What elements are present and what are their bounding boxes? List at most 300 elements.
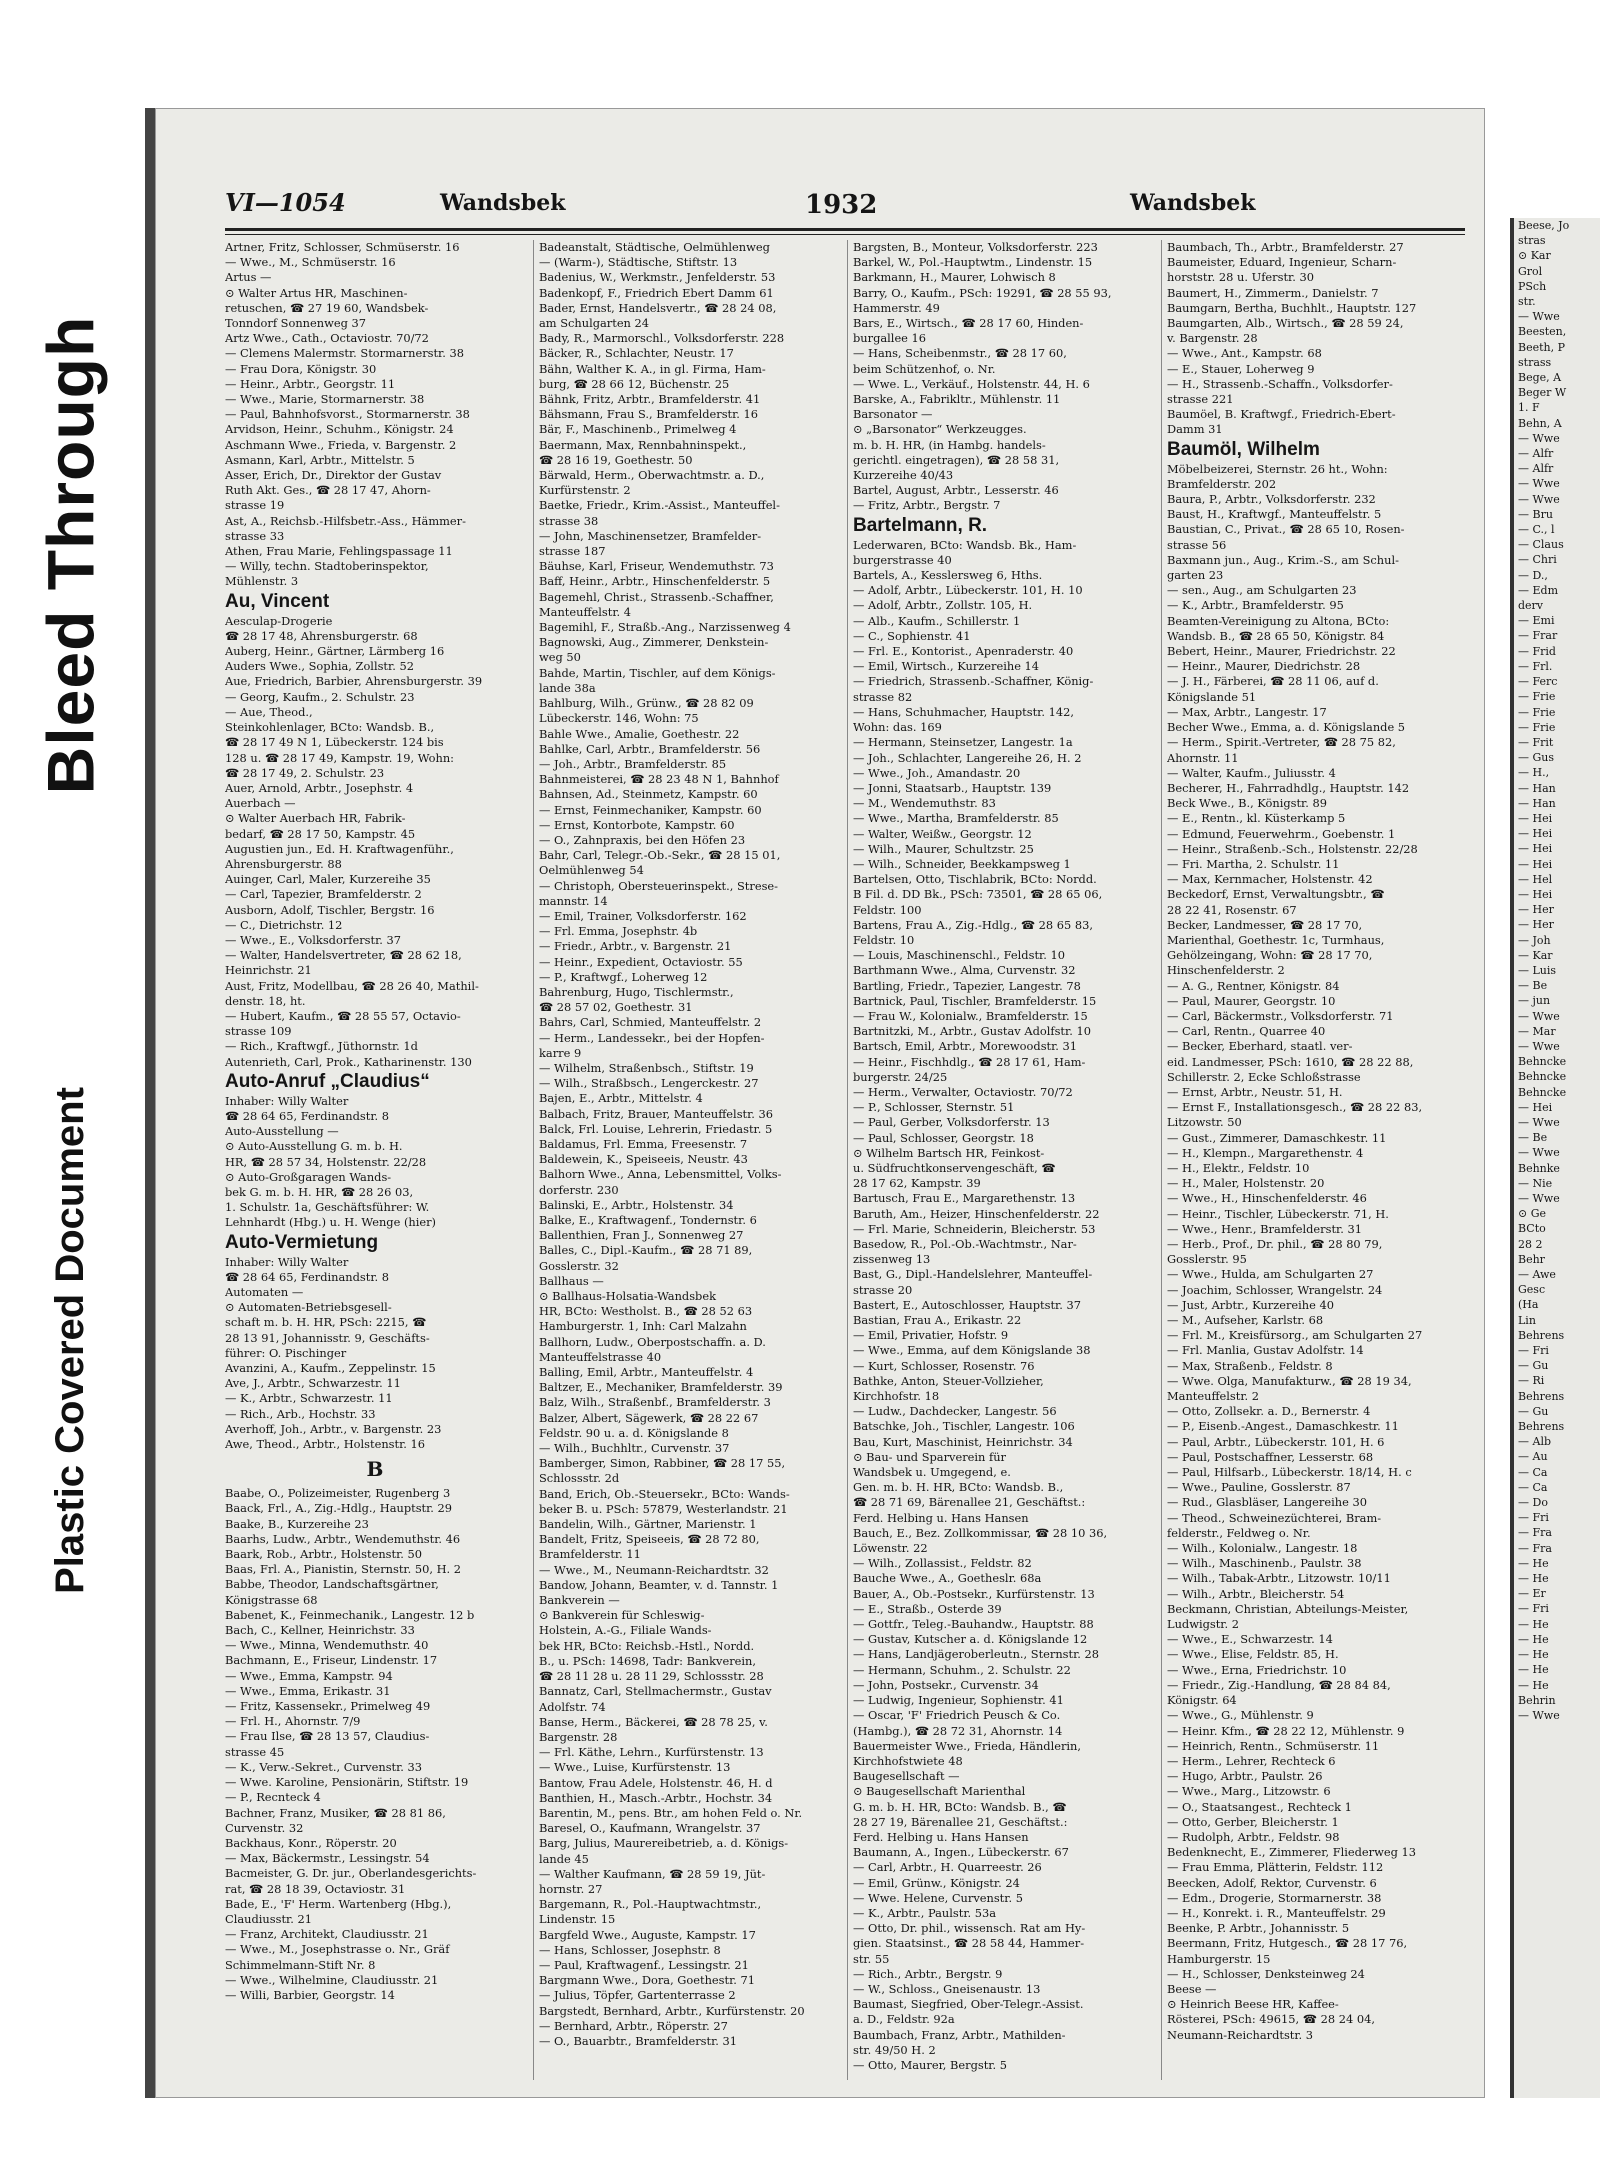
- directory-entry: Baumgarn, Bertha, Buchhlt., Hauptstr. 127: [1167, 300, 1417, 315]
- directory-entry: Manteuffelstr. 2: [1167, 1389, 1260, 1404]
- directory-entry: Barthmann Wwe., Alma, Curvenstr. 32: [853, 963, 1076, 978]
- directory-entry: burgallee 16: [853, 331, 927, 346]
- directory-entry: — Hans, Schuhmacher, Hauptstr. 142,: [853, 704, 1074, 719]
- directory-entry: beker B. u. PSch: 57879, Westerlandstr. 21: [539, 1501, 788, 1516]
- right-page-fragment: — Hei: [1518, 827, 1553, 841]
- directory-entry: Awe, Theod., Arbtr., Holstenstr. 16: [225, 1437, 426, 1452]
- directory-entry: ☎ 28 64 65, Ferdinandstr. 8: [225, 1108, 390, 1123]
- directory-entry: — Herm., Landessekr., bei der Hopfen-: [539, 1030, 765, 1045]
- directory-entry: Gosslerstr. 32: [539, 1258, 619, 1273]
- directory-entry: — Gustav, Kutscher a. d. Königslande 12: [853, 1632, 1088, 1647]
- right-page-fragment: — H.,: [1518, 766, 1550, 780]
- directory-entry: Balbach, Fritz, Brauer, Manteuffelstr. 36: [539, 1106, 774, 1121]
- directory-entry: Balling, Emil, Arbtr., Manteuffelstr. 4: [539, 1365, 754, 1380]
- section-letter: B: [366, 1457, 384, 1482]
- directory-entry: bedarf, ☎ 28 17 50, Kampstr. 45: [225, 826, 416, 841]
- directory-entry: — Max, Straßenb., Feldstr. 8: [1167, 1358, 1333, 1373]
- right-page-fragment: str.: [1518, 295, 1536, 309]
- right-page-fragment: Behn, A: [1518, 416, 1562, 430]
- directory-entry: Bäcker, R., Schlachter, Neustr. 17: [539, 346, 734, 361]
- column-divider: [847, 240, 848, 2080]
- directory-entry: — P., Eisenb.-Angest., Damaschkestr. 11: [1167, 1419, 1399, 1434]
- directory-entry: Baldamus, Frl. Emma, Freesenstr. 7: [539, 1136, 748, 1151]
- right-page-fragment: — Fri: [1518, 1602, 1549, 1616]
- directory-entry: strasse 82: [853, 689, 913, 704]
- directory-entry: ☎ 28 17 49, 2. Schulstr. 23: [225, 765, 385, 780]
- directory-entry: Wandsb. B., ☎ 28 65 50, Königstr. 84: [1167, 628, 1385, 643]
- directory-entry: — Ludw., Dachdecker, Langestr. 56: [853, 1404, 1057, 1419]
- directory-entry: — M., Aufseher, Karlstr. 68: [1167, 1313, 1324, 1328]
- directory-entry: — Bernhard, Arbtr., Röperstr. 27: [539, 2018, 728, 2033]
- directory-entry: — Joachim, Schlosser, Wrangelstr. 24: [1167, 1282, 1383, 1297]
- right-page-fragment: — Hei: [1518, 1100, 1553, 1114]
- directory-entry: — Otto, Maurer, Bergstr. 5: [853, 2057, 1007, 2072]
- header-rule-thin: [225, 234, 1465, 235]
- directory-entry: — Wwe., H., Hinschenfelderstr. 46: [1167, 1191, 1367, 1206]
- directory-entry: Balck, Frl. Louise, Lehrerin, Friedastr. 5: [539, 1121, 773, 1136]
- directory-entry: — Wwe., Henr., Bramfelderstr. 31: [1167, 1221, 1362, 1236]
- header-year: 1932: [805, 190, 878, 220]
- directory-entry: ⊙ Auto-Ausstellung G. m. b. H.: [225, 1139, 403, 1154]
- directory-entry: Bahlburg, Wilh., Grünw., ☎ 28 82 09: [539, 696, 754, 711]
- directory-entry: strasse 221: [1167, 392, 1234, 407]
- directory-entry: — Wilh., Arbtr., Bleicherstr. 54: [1167, 1586, 1345, 1601]
- directory-entry: Kirchhofstr. 18: [853, 1389, 940, 1404]
- directory-entry: Baura, P., Arbtr., Volksdorferstr. 232: [1167, 492, 1376, 507]
- directory-entry: Babenet, K., Feinmechanik., Langestr. 12 b: [225, 1607, 475, 1622]
- directory-entry: — Adolf, Arbtr., Zollstr. 105, H.: [853, 598, 1033, 613]
- directory-entry: Bauer, A., Ob.-Postsekr., Kurfürstenstr. 13: [853, 1586, 1095, 1601]
- directory-entry: — Wilh., Schneider, Beekkampsweg 1: [853, 856, 1071, 871]
- directory-entry: burgerstr. 24/25: [853, 1069, 948, 1084]
- right-page-fragment: — He: [1518, 1663, 1549, 1677]
- directory-entry: ⊙ Wilhelm Bartsch HR, Feinkost-: [853, 1145, 1045, 1160]
- directory-entry: Aue, Friedrich, Barbier, Ahrensburgerstr. 39: [225, 674, 483, 689]
- right-page-fragment: Beesten,: [1518, 325, 1567, 339]
- right-page-fragment: — Frie: [1518, 720, 1556, 734]
- directory-entry: Bramfelderstr. 11: [539, 1547, 641, 1562]
- directory-entry: — Kurt, Schlosser, Rosenstr. 76: [853, 1358, 1035, 1373]
- directory-entry: Balles, C., Dipl.-Kaufm., ☎ 28 71 89,: [539, 1243, 753, 1258]
- directory-entry: Baust, H., Kraftwgf., Manteuffelstr. 5: [1167, 507, 1382, 522]
- directory-entry: Auders Wwe., Sophia, Zollstr. 52: [225, 659, 414, 674]
- directory-entry: Lübeckerstr. 146, Wohn: 75: [539, 711, 699, 726]
- directory-entry: Rösterei, PSch: 49615, ☎ 28 24 04,: [1167, 2012, 1375, 2027]
- right-page-fragment: — Be: [1518, 1131, 1548, 1145]
- right-page-fragment: Behr: [1518, 1252, 1545, 1266]
- directory-entry: Baabe, O., Polizeimeister, Rugenberg 3: [225, 1486, 451, 1501]
- directory-entry: Inhaber: Willy Walter: [225, 1093, 349, 1108]
- right-page-fragment: — He: [1518, 1572, 1549, 1586]
- directory-entry: — Wwe. L., Verkäuf., Holstenstr. 44, H. 6: [853, 376, 1090, 391]
- column-2: [539, 240, 839, 2080]
- directory-entry: Oelmühlenweg 54: [539, 863, 644, 878]
- directory-entry: — H., Konrekt. i. R., Manteuffelstr. 29: [1167, 1905, 1386, 1920]
- right-page-fragment: — C., l: [1518, 523, 1555, 537]
- directory-entry: — Wwe., Joh., Amandastr. 20: [853, 765, 1021, 780]
- column-1: [225, 240, 525, 2080]
- directory-entry: lande 38a: [539, 680, 596, 695]
- directory-entry: — Wwe. Helene, Curvenstr. 5: [853, 1890, 1023, 1905]
- directory-entry: felderstr., Feldweg o. Nr.: [1167, 1525, 1311, 1540]
- right-page-fragment: — Gus: [1518, 751, 1555, 765]
- directory-entry: Möbelbeizerei, Sternstr. 26 ht., Wohn:: [1167, 461, 1388, 476]
- directory-entry: Bäuhse, Karl, Friseur, Wendemuthstr. 73: [539, 559, 774, 574]
- directory-entry: Balz, Wilh., Straßenbf., Bramfelderstr. 3: [539, 1395, 771, 1410]
- directory-entry: Beenke, P. Arbtr., Johannisstr. 5: [1167, 1921, 1350, 1936]
- directory-entry: Steinkohlenlager, BCto: Wandsb. B.,: [225, 720, 435, 735]
- directory-entry: — Fri. Martha, 2. Schulstr. 11: [1167, 856, 1340, 871]
- directory-entry: Becker, Landmesser, ☎ 28 17 70,: [1167, 917, 1363, 932]
- directory-entry: Asser, Erich, Dr., Direktor der Gustav: [225, 468, 442, 483]
- right-page-fragment: — Do: [1518, 1496, 1548, 1510]
- directory-entry: Feldstr. 100: [853, 902, 922, 917]
- directory-entry: Bargenstr. 28: [539, 1729, 618, 1744]
- right-page-fragment: Bege, A: [1518, 371, 1562, 385]
- directory-entry: Neumann-Reichardtstr. 3: [1167, 2027, 1314, 2042]
- directory-entry: — Franz, Architekt, Claudiusstr. 21: [225, 1927, 429, 1942]
- directory-entry: Athen, Frau Marie, Fehlingspassage 11: [225, 544, 453, 559]
- directory-entry: — Wilhelm, Straßenbsch., Stiftstr. 19: [539, 1060, 754, 1075]
- directory-entry: — Paul, Schlosser, Georgstr. 18: [853, 1130, 1034, 1145]
- directory-entry: — Gust., Zimmerer, Damaschkestr. 11: [1167, 1130, 1387, 1145]
- directory-entry: Baruth, Am., Heizer, Hinschenfelderstr. 22: [853, 1206, 1100, 1221]
- directory-page: [145, 108, 1485, 2098]
- directory-entry: Autenrieth, Carl, Prok., Katharinenstr. 130: [225, 1054, 472, 1069]
- directory-entry: bek G. m. b. H. HR, ☎ 28 26 03,: [225, 1184, 414, 1199]
- directory-entry: ⊙ Ballhaus-Holsatia-Wandsbek: [539, 1289, 716, 1304]
- right-page-fragment: BCto: [1518, 1222, 1546, 1236]
- directory-entry: — John, Maschinensetzer, Bramfelder-: [539, 528, 762, 543]
- right-page-fragment: — Alfr: [1518, 462, 1554, 476]
- directory-entry: strasse 109: [225, 1024, 292, 1039]
- directory-entry: Königslande 51: [1167, 689, 1257, 704]
- directory-entry: — Friedr., Arbtr., v. Bargenstr. 21: [539, 939, 732, 954]
- directory-entry: ☎ 28 64 65, Ferdinandstr. 8: [225, 1269, 390, 1284]
- directory-entry: — Wwe., M., Josephstrasse o. Nr., Gräf: [225, 1942, 450, 1957]
- directory-entry: — Hugo, Arbtr., Paulstr. 26: [1167, 1769, 1323, 1784]
- page-number: VI—1054: [225, 188, 346, 217]
- directory-entry: — Julius, Töpfer, Gartenterrasse 2: [539, 1988, 736, 2003]
- directory-entry: — Rich., Kraftwgf., Jüthornstr. 1d: [225, 1039, 418, 1054]
- directory-entry: Banse, Herm., Bäckerei, ☎ 28 78 25, v.: [539, 1714, 768, 1729]
- directory-entry: — M., Wendemuthstr. 83: [853, 796, 996, 811]
- directory-entry: ☎ 28 16 19, Goethestr. 50: [539, 452, 693, 467]
- directory-entry: Bargstedt, Bernhard, Arbtr., Kurfürstenstr. 20: [539, 2003, 805, 2018]
- directory-entry: Barkmann, H., Maurer, Lohwisch 8: [853, 270, 1056, 285]
- directory-entry: Auberg, Heinr., Gärtner, Lärmberg 16: [225, 644, 445, 659]
- directory-entry: — Carl, Bäckermstr., Volksdorferstr. 71: [1167, 1008, 1394, 1023]
- right-page-fragment: — Wwe: [1518, 1115, 1560, 1129]
- directory-entry: Barry, O., Kaufm., PSch: 19291, ☎ 28 55 93,: [853, 285, 1112, 300]
- directory-entry: Hinschenfelderstr. 2: [1167, 963, 1285, 978]
- right-page-fragment: — Her: [1518, 903, 1554, 917]
- directory-entry: Bandow, Johann, Beamter, v. d. Tannstr. 1: [539, 1577, 779, 1592]
- directory-entry: — Heinr. Kfm., ☎ 28 22 12, Mühlenstr. 9: [1167, 1723, 1405, 1738]
- directory-entry: Bartnick, Paul, Tischler, Bramfelderstr. 15: [853, 993, 1097, 1008]
- right-page-fragment: — jun: [1518, 994, 1551, 1008]
- right-page-fragment: Behrens: [1518, 1389, 1565, 1403]
- directory-entry: Bahde, Martin, Tischler, auf dem Königs-: [539, 665, 776, 680]
- directory-entry: Baff, Heinr., Arbtr., Hinschenfelderstr. 5: [539, 574, 771, 589]
- directory-entry: Baumeister, Eduard, Ingenieur, Scharn-: [1167, 255, 1397, 270]
- directory-entry: — H., Strassenb.-Schaffn., Volksdorfer-: [1167, 376, 1393, 391]
- directory-entry: — Ernst, Feinmechaniker, Kampstr. 60: [539, 802, 762, 817]
- right-page-fragment: stras: [1518, 234, 1546, 248]
- directory-entry: str. 55: [853, 1951, 890, 1966]
- directory-entry: 28 17 62, Kampstr. 39: [853, 1176, 981, 1191]
- directory-entry: denstr. 18, ht.: [225, 993, 306, 1008]
- right-page-fragment: Behncke: [1518, 1070, 1567, 1084]
- directory-entry: — Wwe. Olga, Manufakturw., ☎ 28 19 34,: [1167, 1373, 1412, 1388]
- directory-entry: Bajen, E., Arbtr., Mittelstr. 4: [539, 1091, 703, 1106]
- right-page-fragment: — Alfr: [1518, 447, 1554, 461]
- directory-entry: Ferd. Helbing u. Hans Hansen: [853, 1829, 1029, 1844]
- directory-entry: Ahrensburgerstr. 88: [225, 856, 342, 871]
- directory-entry: Bast, G., Dipl.-Handelslehrer, Manteuffel-: [853, 1267, 1093, 1282]
- directory-entry: garten 23: [1167, 568, 1224, 583]
- directory-entry: — Walther Kaufmann, ☎ 28 59 19, Jüt-: [539, 1866, 766, 1881]
- right-page-fragment: — Frie: [1518, 690, 1556, 704]
- right-page-fragment: — Kar: [1518, 948, 1553, 962]
- directory-entry: Löwenstr. 22: [853, 1541, 928, 1556]
- directory-entry: — K., Verw.-Sekret., Curvenstr. 33: [225, 1759, 423, 1774]
- directory-entry: — J. H., Färberei, ☎ 28 11 06, auf d.: [1167, 674, 1379, 689]
- directory-entry: ⊙ „Barsonator“ Werkzeugges.: [853, 422, 1027, 437]
- directory-entry: Auerbach —: [225, 796, 296, 811]
- right-page-fragment: Beger W: [1518, 386, 1567, 400]
- directory-entry: Litzowstr. 50: [1167, 1115, 1242, 1130]
- directory-entry: — Rich., Arbtr., Bergstr. 9: [853, 1966, 1003, 1981]
- directory-entry: Lindenstr. 15: [539, 1912, 616, 1927]
- directory-entry: Aesculap-Drogerie: [225, 613, 333, 628]
- directory-entry: Hammerstr. 49: [853, 300, 940, 315]
- directory-entry: — sen., Aug., am Schulgarten 23: [1167, 583, 1357, 598]
- right-page-fragment: — Be: [1518, 979, 1548, 993]
- directory-entry: Bär, F., Maschinenb., Primelweg 4: [539, 422, 737, 437]
- directory-entry: — Rud., Glasbläser, Langereihe 30: [1167, 1495, 1367, 1510]
- directory-entry: — Georg, Kaufm., 2. Schulstr. 23: [225, 689, 415, 704]
- directory-entry: Ruth Akt. Ges., ☎ 28 17 47, Ahorn-: [225, 483, 431, 498]
- directory-entry: — Jonni, Staatsarb., Hauptstr. 139: [853, 780, 1052, 795]
- directory-entry: Bramfelderstr. 202: [1167, 476, 1277, 491]
- directory-entry: — Ernst, Arbtr., Neustr. 51, H.: [1167, 1084, 1343, 1099]
- directory-entry: Kurzereihe 40/43: [853, 468, 954, 483]
- directory-entry: — P., Recnteck 4: [225, 1790, 321, 1805]
- bleed-through-label: Bleed Through: [33, 315, 107, 795]
- right-page-fragment: — Chri: [1518, 553, 1557, 567]
- directory-entry: — Carl, Tapezier, Bramfelderstr. 2: [225, 887, 422, 902]
- header-right-title: Wandsbek: [1130, 190, 1256, 216]
- directory-entry: Backhaus, Konr., Röperstr. 20: [225, 1835, 397, 1850]
- directory-entry: — Wwe., E., Schwarzestr. 14: [1167, 1632, 1333, 1647]
- directory-entry: Wandsbek u. Umgegend, e.: [853, 1465, 1011, 1480]
- directory-entry: Baark, Rob., Arbtr., Holstenstr. 50: [225, 1547, 423, 1562]
- right-page-fragment: Beese, Jo: [1518, 219, 1570, 232]
- header-left-title: Wandsbek: [440, 190, 566, 216]
- directory-entry: — Herm., Lehrer, Rechteck 6: [1167, 1753, 1336, 1768]
- directory-entry: — O., Staatsangest., Rechteck 1: [1167, 1799, 1352, 1814]
- directory-entry: — Alb., Kaufm., Schillerstr. 1: [853, 613, 1021, 628]
- directory-entry: Königstr. 64: [1167, 1693, 1237, 1708]
- directory-entry: Bankverein —: [539, 1593, 620, 1608]
- right-page-fragment: — Mar: [1518, 1024, 1556, 1038]
- directory-entry: retuschen, ☎ 27 19 60, Wandsbek-: [225, 300, 429, 315]
- directory-entry: — Rudolph, Arbtr., Feldstr. 98: [1167, 1829, 1340, 1844]
- directory-entry: — Hans, Landjägeroberleutn., Sternstr. 28: [853, 1647, 1100, 1662]
- directory-entry: — Paul, Kraftwagenf., Lessingstr. 21: [539, 1957, 749, 1972]
- directory-entry: ⊙ Heinrich Beese HR, Kaffee-: [1167, 1997, 1339, 2012]
- directory-entry: Gen. m. b. H. HR, BCto: Wandsb. B.,: [853, 1480, 1064, 1495]
- directory-entry: Bagnowski, Aug., Zimmerer, Denkstein-: [539, 635, 769, 650]
- directory-entry: Baustian, C., Privat., ☎ 28 65 10, Rosen-: [1167, 522, 1405, 537]
- directory-entry: — O., Zahnpraxis, bei den Höfen 23: [539, 832, 746, 847]
- directory-entry: Automaten —: [225, 1285, 304, 1299]
- right-page-fragment: — Hei: [1518, 811, 1553, 825]
- directory-entry: strasse 45: [225, 1744, 285, 1759]
- right-page-fragment: ⊙ Ge: [1518, 1207, 1547, 1221]
- right-page-fragment: — Wwe: [1518, 1039, 1560, 1053]
- directory-entry: Asmann, Karl, Arbtr., Mittelstr. 5: [225, 452, 415, 467]
- directory-entry: Bahle Wwe., Amalie, Goethestr. 22: [539, 726, 740, 741]
- directory-entry: Avanzini, A., Kaufm., Zeppelinstr. 15: [225, 1361, 436, 1376]
- directory-entry: Baarhs, Ludw., Arbtr., Wendemuthstr. 46: [225, 1531, 461, 1546]
- right-page-fragment: Behncke: [1518, 1055, 1567, 1069]
- right-page-fragment: PSch: [1518, 279, 1547, 293]
- directory-entry: Becher Wwe., Emma, a. d. Königslande 5: [1167, 720, 1406, 735]
- directory-entry: — Wwe., Emma, Erikastr. 31: [225, 1683, 391, 1698]
- directory-entry: Manteuffelstrasse 40: [539, 1349, 662, 1364]
- directory-entry: — Paul, Gerber, Volksdorferstr. 13: [853, 1115, 1050, 1130]
- directory-entry: Auto-Ausstellung —: [225, 1124, 339, 1139]
- directory-entry: mannstr. 14: [539, 893, 608, 908]
- directory-entry: — Fritz, Arbtr., Bergstr. 7: [853, 498, 1001, 513]
- right-page-fragment: — Bru: [1518, 507, 1553, 521]
- directory-entry: Ballhaus —: [539, 1273, 604, 1288]
- directory-entry: Bargfeld Wwe., Auguste, Kampstr. 17: [539, 1927, 756, 1942]
- directory-entry: — Frl. H., Ahornstr. 7/9: [225, 1714, 361, 1729]
- directory-entry: gien. Staatsinst., ☎ 28 58 44, Hammer-: [853, 1936, 1085, 1951]
- directory-entry: burg, ☎ 28 66 12, Büchenstr. 25: [539, 376, 730, 391]
- directory-entry: v. Bargenstr. 28: [1167, 331, 1258, 346]
- directory-entry: strasse 56: [1167, 537, 1227, 552]
- right-page-fragment: derv: [1518, 599, 1544, 613]
- right-page-fragment: — Fra: [1518, 1541, 1552, 1555]
- directory-entry: Bandelt, Fritz, Speiseeis, ☎ 28 72 80,: [539, 1532, 760, 1547]
- directory-entry: Bathke, Anton, Steuer-Vollzieher,: [853, 1373, 1044, 1388]
- directory-entry: — H., Maler, Holstenstr. 20: [1167, 1176, 1325, 1191]
- right-page-fragment: — Hel: [1518, 872, 1553, 886]
- right-page-fragment: — Claus: [1518, 538, 1564, 552]
- directory-entry: Bärwald, Herm., Oberwachtmstr. a. D.,: [539, 468, 765, 483]
- directory-entry: Bady, R., Marmorschl., Volksdorferstr. 228: [539, 331, 785, 346]
- directory-entry: — Just, Arbtr., Kurzereihe 40: [1167, 1297, 1334, 1312]
- directory-entry: Beese —: [1167, 1981, 1217, 1996]
- directory-entry: Schillerstr. 2, Ecke Schloßstrasse: [1167, 1069, 1361, 1084]
- directory-entry: Damm 31: [1167, 422, 1223, 437]
- directory-entry: Claudiusstr. 21: [225, 1911, 312, 1926]
- directory-entry: Bedenknecht, E., Zimmerer, Fliederweg 13: [1167, 1845, 1416, 1860]
- directory-entry: HR, BCto: Westholst. B., ☎ 28 52 63: [539, 1304, 753, 1319]
- directory-entry: — Aue, Theod.,: [225, 704, 313, 719]
- right-page-fragment: Behncke: [1518, 1085, 1567, 1099]
- directory-entry: Bastian, Frau A., Erikastr. 22: [853, 1313, 1022, 1328]
- directory-entry: — Frau W., Kolonialw., Bramfelderstr. 15: [853, 1008, 1088, 1023]
- directory-entry: — Wwe., Emma, auf dem Königslande 38: [853, 1343, 1091, 1358]
- directory-entry: Schimmelmann-Stift Nr. 8: [225, 1957, 376, 1972]
- directory-entry: Baumert, H., Zimmerm., Danielstr. 7: [1167, 285, 1379, 300]
- directory-entry: Bartelsen, Otto, Tischlabrik, BCto: Nordd.: [853, 872, 1097, 887]
- right-page-fragment: — Han: [1518, 781, 1556, 795]
- directory-entry: Baetke, Friedr., Krim.-Assist., Manteuffel-: [539, 498, 780, 513]
- directory-entry: Beckedorf, Ernst, Verwaltungsbtr., ☎: [1167, 887, 1385, 902]
- directory-entry: Baumbach, Th., Arbtr., Bramfelderstr. 27: [1167, 240, 1404, 254]
- directory-entry: — Ludwig, Ingenieur, Sophienstr. 41: [853, 1693, 1064, 1708]
- directory-entry: ⊙ Baugesellschaft Marienthal: [853, 1784, 1026, 1799]
- directory-entry: Lehnhardt (Hbg.) u. H. Wenge (hier): [225, 1215, 436, 1230]
- directory-entry: — Emil, Trainer, Volksdorferstr. 162: [539, 908, 747, 923]
- directory-entry: Baack, Frl., A., Zig.-Hdlg., Hauptstr. 29: [225, 1501, 453, 1516]
- directory-entry: — K., Arbtr., Bramfelderstr. 95: [1167, 598, 1344, 613]
- directory-entry: ⊙ Automaten-Betriebsgesell-: [225, 1300, 392, 1315]
- directory-entry: Balinski, E., Arbtr., Holstenstr. 34: [539, 1197, 734, 1212]
- directory-entry: — Friedrich, Strassenb.-Schaffner, König-: [853, 674, 1094, 689]
- right-page-fragment: — Alb: [1518, 1435, 1551, 1449]
- directory-entry: Barsonator —: [853, 407, 933, 422]
- directory-entry: — Christoph, Obersteuerinspekt., Strese-: [539, 878, 779, 893]
- directory-entry: — Paul, Arbtr., Lübeckerstr. 101, H. 6: [1167, 1434, 1385, 1449]
- directory-entry: — Edmund, Feuerwehrm., Goebenstr. 1: [1167, 826, 1396, 841]
- directory-entry: strasse 20: [853, 1282, 913, 1297]
- right-page-fragment: — Frid: [1518, 644, 1556, 658]
- directory-entry: — C., Dietrichstr. 12: [225, 917, 343, 932]
- right-page-fragment: — Ferc: [1518, 675, 1558, 689]
- directory-entry: u. Südfruchtkonservengeschäft, ☎: [853, 1160, 1056, 1175]
- directory-entry: Ludwigstr. 2: [1167, 1617, 1239, 1632]
- directory-entry: Bahnsen, Ad., Steinmetz, Kampstr. 60: [539, 787, 758, 802]
- directory-entry: — Wwe., Hulda, am Schulgarten 27: [1167, 1267, 1374, 1282]
- display-entry: Au, Vincent: [225, 590, 330, 612]
- right-page-fragment: — He: [1518, 1648, 1549, 1662]
- directory-entry: Beecken, Adolf, Rektor, Curvenstr. 6: [1167, 1875, 1377, 1890]
- right-page-fragment: — Wwe: [1518, 492, 1560, 506]
- directory-entry: — Heinr., Fischhdlg., ☎ 28 17 61, Ham-: [853, 1054, 1086, 1069]
- directory-entry: B Fil. d. DD Bk., PSch: 73501, ☎ 28 65 06,: [853, 887, 1103, 902]
- directory-entry: a. D., Feldstr. 92a: [853, 2012, 955, 2027]
- right-page-fragment: — Han: [1518, 796, 1556, 810]
- directory-entry: Baumann, A., Ingen., Lübeckerstr. 67: [853, 1845, 1069, 1860]
- directory-entry: Ballhorn, Ludw., Oberpostschaffn. a. D.: [539, 1334, 766, 1349]
- directory-entry: Barkel, W., Pol.-Hauptwtm., Lindenstr. 15: [853, 255, 1093, 270]
- directory-entry: — Frau Emma, Plätterin, Feldstr. 112: [1167, 1860, 1384, 1875]
- right-page-fragment: — He: [1518, 1632, 1549, 1646]
- directory-entry: — Wwe., E., Volksdorferstr. 37: [225, 932, 402, 947]
- directory-entry: Baake, B., Kurzereihe 23: [225, 1516, 369, 1531]
- directory-entry: Königstrasse 68: [225, 1592, 318, 1607]
- directory-entry: Beck Wwe., B., Königstr. 89: [1167, 796, 1327, 811]
- right-page-fragment: — Fri: [1518, 1511, 1549, 1525]
- directory-entry: Badeanstalt, Städtische, Oelmühlenweg: [539, 240, 770, 254]
- directory-entry: — Hubert, Kaufm., ☎ 28 55 57, Octavio-: [225, 1008, 461, 1023]
- directory-entry: Beamten-Vereinigung zu Altona, BCto:: [1167, 613, 1390, 628]
- directory-entry: Auer, Arnold, Arbtr., Josephstr. 4: [225, 780, 414, 795]
- directory-entry: — Heinr., Tischler, Lübeckerstr. 71, H.: [1167, 1206, 1389, 1221]
- right-page-fragment: (Ha: [1518, 1298, 1539, 1312]
- directory-entry: — Wilh., Buchhltr., Curvenstr. 37: [539, 1441, 730, 1456]
- directory-entry: HR, ☎ 28 57 34, Holstenstr. 22/28: [225, 1154, 427, 1169]
- directory-entry: — John, Postsekr., Curvenstr. 34: [853, 1677, 1039, 1692]
- directory-entry: Adolfstr. 74: [539, 1699, 606, 1714]
